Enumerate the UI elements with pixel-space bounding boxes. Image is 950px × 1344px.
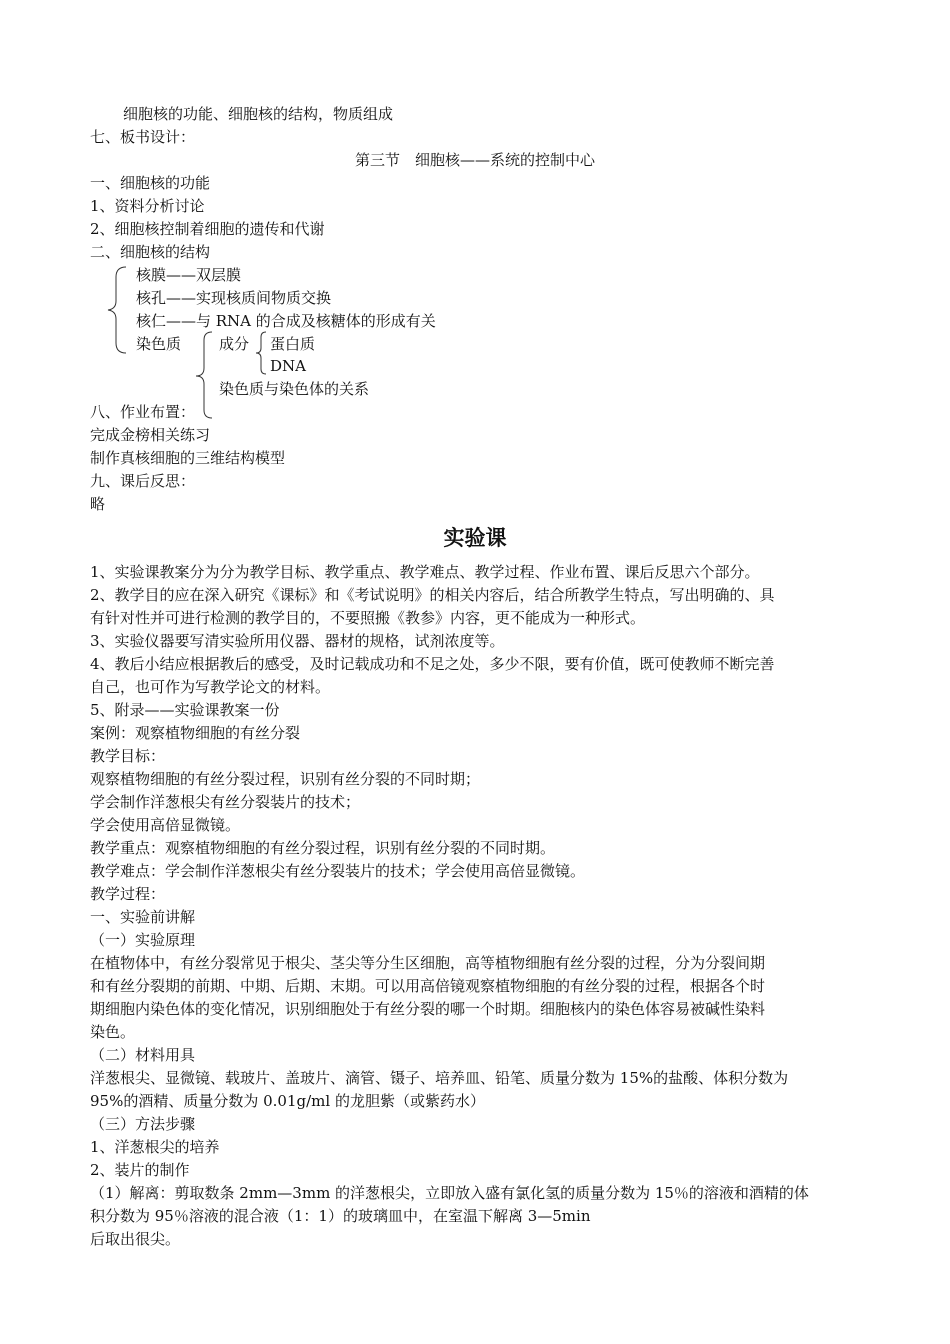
principle-line-2: 和有丝分裂期的前期、中期、后期、末期。可以用高倍镜观察植物细胞的有丝分裂的过程，根据各个时 (90, 977, 766, 995)
composition-protein: 蛋白质 (270, 335, 316, 353)
process-heading: 教学过程： (90, 885, 166, 903)
homework-item-1: 完成金榜相关练习 (90, 426, 211, 444)
steps-heading: （三）方法步骤 (90, 1115, 196, 1133)
homework-item-2: 制作真核细胞的三维结构模型 (90, 449, 286, 467)
board-design-heading: 七、板书设计： (90, 128, 196, 146)
lab-paragraph-3: 3、实验仪器要写清实验所用仪器、器材的规格，试剂浓度等。 (90, 632, 505, 650)
difficulty: 教学难点：学会制作洋葱根尖有丝分裂装片的技术；学会使用高倍显微镜。 (90, 862, 586, 880)
goal-item-3: 学会使用高倍显微镜。 (90, 816, 241, 834)
step-2-1-line-3: 后取出很尖。 (90, 1230, 181, 1248)
function-heading: 一、细胞核的功能 (90, 174, 211, 192)
lab-paragraph-2a: 2、教学目的应在深入研究《课标》和《考试说明》的相关内容后，结合所教学生特点，写出明确的、具 (90, 586, 775, 604)
step-2-1-line-1: （1）解离：剪取数条 2mm—3mm 的洋葱根尖，立即放入盛有氯化氢的质量分数为 15％的溶液和酒精的体 (90, 1184, 809, 1202)
function-item-1: 1、资料分析讨论 (90, 197, 205, 215)
case-title: 案例：观察植物细胞的有丝分裂 (90, 724, 301, 742)
function-item-2: 2、细胞核控制着细胞的遗传和代谢 (90, 220, 325, 238)
materials-heading: （二）材料用具 (90, 1046, 196, 1064)
reflection-heading: 九、课后反思： (90, 472, 196, 490)
structure-membrane: 核膜——双层膜 (136, 266, 242, 284)
principle-line-4: 染色。 (90, 1023, 136, 1041)
lab-paragraph-1: 1、实验课教案分为分为教学目标、教学重点、教学难点、教学过程、作业布置、课后反思六个部分。 (90, 563, 760, 581)
composition-brace (252, 330, 268, 376)
lab-paragraph-2b: 有针对性并可进行检测的教学目的，不要照搬《教参》内容，更不能成为一种形式。 (90, 609, 646, 627)
step-2-1-line-2: 积分数为 95％溶液的混合液（1：1）的玻璃皿中，在室温下解离 3—5min (90, 1207, 591, 1225)
key-point: 教学重点：观察植物细胞的有丝分裂过程，识别有丝分裂的不同时期。 (90, 839, 556, 857)
reflection-body: 略 (90, 495, 106, 513)
lab-paragraph-4b: 自己，也可作为写教学论文的材料。 (90, 678, 331, 696)
principle-heading: （一）实验原理 (90, 931, 196, 949)
principle-line-3: 期细胞内染色体的变化情况，识别细胞处于有丝分裂的哪一个时期。细胞核内的染色体容易被碱性染料 (90, 1000, 766, 1018)
structure-chromatin: 染色质 (136, 335, 182, 353)
materials-line-1: 洋葱根尖、显微镜、载玻片、盖玻片、滴管、镊子、培养皿、铅笔、质量分数为 15%的盐酸、体积分数为 (90, 1069, 789, 1087)
composition-dna: DNA (270, 357, 306, 375)
structure-nucleolus: 核仁——与 RNA 的合成及核糖体的形成有关 (136, 312, 436, 330)
pre-lab-heading: 一、实验前讲解 (90, 908, 196, 926)
section-title: 第三节 细胞核——系统的控制中心 (354, 151, 595, 169)
structure-brace (100, 265, 130, 355)
step-1: 1、洋葱根尖的培养 (90, 1138, 220, 1156)
materials-line-2: 95%的酒精、质量分数为 0.01g/ml 的龙胆紫（或紫药水） (90, 1092, 485, 1110)
lab-paragraph-5: 5、附录——实验课教案一份 (90, 701, 280, 719)
lab-section-title: 实验课 (443, 526, 507, 550)
structure-pore: 核孔——实现核质间物质交换 (136, 289, 332, 307)
goal-item-1: 观察植物细胞的有丝分裂过程，识别有丝分裂的不同时期； (90, 770, 481, 788)
nucleus-summary: 细胞核的功能、细胞核的结构，物质组成 (123, 105, 394, 123)
goal-item-2: 学会制作洋葱根尖有丝分裂装片的技术； (90, 793, 361, 811)
step-2: 2、装片的制作 (90, 1161, 190, 1179)
lab-paragraph-4a: 4、教后小结应根据教后的感受，及时记载成功和不足之处，多少不限，要有价值，既可使教师不断完善 (90, 655, 775, 673)
chromatin-composition: 成分 (219, 335, 250, 353)
goal-heading: 教学目标： (90, 747, 166, 765)
chromatin-relation: 染色质与染色体的关系 (219, 380, 370, 398)
principle-line-1: 在植物体中，有丝分裂常见于根尖、茎尖等分生区细胞，高等植物细胞有丝分裂的过程，分为分裂间期 (90, 954, 766, 972)
structure-heading: 二、细胞核的结构 (90, 243, 211, 261)
homework-heading: 八、作业布置： (90, 403, 196, 421)
